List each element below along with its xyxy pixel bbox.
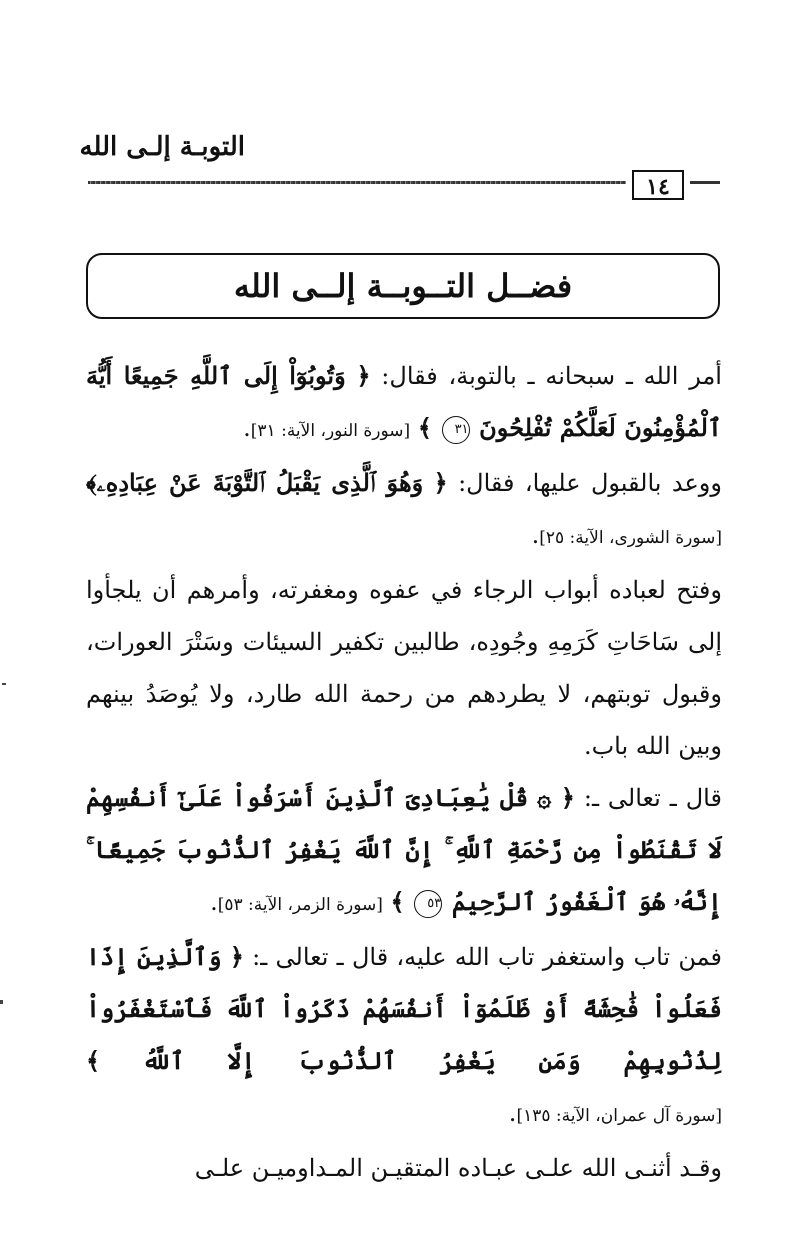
verse-close-bracket: ﴾ xyxy=(86,1046,101,1075)
verse-open-bracket: ﴿ xyxy=(356,361,371,390)
chapter-title: فضــل التــوبــة إلــى الله xyxy=(233,267,573,305)
verse-open-bracket: ﴿ xyxy=(229,942,244,971)
paragraph-promise-acceptance xyxy=(86,457,722,564)
paragraph-intro: فمن تاب واستغفر تاب الله عليه، قال ـ تعالى ـ: xyxy=(252,943,722,971)
verse-open-bracket: ﴿ ۞ xyxy=(537,783,575,812)
verse-close-bracket: ﴾ xyxy=(390,887,405,916)
quran-verse: وَهُوَ ٱلَّذِى يَقْبَلُ ٱلتَّوْبَةَ عَنْ عِبَادِهِۦ xyxy=(96,468,424,497)
verse-reference: [سورة الزمر، الآية: ٥٣] xyxy=(217,895,383,915)
quran-verse: قُلْ يَٰعِبَادِىَ ٱلَّذِينَ أَسْرَفُواْ عَلَىٰٓ أَنفُسِهِمْ لَا تَقْنَطُواْ مِن رَّحْمَةِ ٱللَّهِ ۚ إِنَّ ٱللَّهَ يَغْفِرُ ٱلذُّنُوبَ جَمِيعًا ۚ إِنَّهُۥ هُوَ ٱلْغَفُورُ ٱلرَّحِيمُ xyxy=(86,783,722,916)
ayah-number-marker: ٣١ xyxy=(442,416,470,444)
body-text xyxy=(86,350,722,1194)
paragraph-text: وقـد أثنـى الله علـى عبـاده المتقيـن المـداوميـن علـى xyxy=(194,1154,722,1182)
paragraph-imran-verse xyxy=(86,931,722,1142)
header-rule xyxy=(88,181,626,184)
scan-artifact xyxy=(2,683,6,685)
quran-verse: وَٱلَّذِينَ إِذَا فَعَلُواْ فَٰحِشَةً أَوْ ظَلَمُوٓاْ أَنفُسَهُمْ ذَكَرُواْ ٱللَّهَ فَٱسْتَغْفَرُواْ لِذُنُوبِهِمْ وَمَن يَغْفِرُ ٱلذُّنُوبَ إِلَّا ٱللَّهُ xyxy=(86,942,722,1075)
header-rule-short xyxy=(690,181,720,184)
verse-reference: [سورة النور، الآية: ٣١] xyxy=(250,421,411,441)
verse-open-bracket: ﴿ xyxy=(433,468,448,497)
paragraph-intro: قال ـ تعالى ـ: xyxy=(583,784,722,812)
quran-verse: وَتُوبُوٓاْ إِلَى ٱللَّهِ جَمِيعًا أَيُّهَ ٱلْمُؤْمِنُونَ لَعَلَّكُمْ تُفْلِحُونَ xyxy=(86,361,722,442)
ayah-number-marker: ٥٣ xyxy=(414,890,442,918)
verse-close-bracket: ﴾ xyxy=(417,413,432,442)
paragraph-praise-pious xyxy=(86,1142,722,1194)
sentence-end: . xyxy=(210,888,218,916)
verse-close-bracket: ﴾ xyxy=(86,468,97,497)
scan-artifact xyxy=(0,1000,3,1004)
paragraph-command-repentance xyxy=(86,350,722,457)
paragraph-doors-of-hope xyxy=(86,564,722,772)
chapter-title-box xyxy=(86,253,720,319)
verse-reference: [سورة الشورى، الآية: ٢٥] xyxy=(539,528,722,548)
running-header-title: التوبـة إلـى الله xyxy=(79,132,245,162)
sentence-end: . xyxy=(531,521,540,549)
verse-reference: [سورة آل عمران، الآية: ١٣٥] xyxy=(516,1106,722,1126)
paragraph-text: وفتح لعباده أبواب الرجاء في عفوه ومغفرته، وأمرهم أن يلجأوا إلى سَاحَاتِ كَرَمِهِ وجُودِه، طالبين تكفير السيئات وسَتْرَ العورات، وقبول توبتهم، لا يطردهم من رحمة الله طارد، ولا يُوصَدُ بينهم وبين الله باب. xyxy=(86,576,722,760)
page-number: ١٤ xyxy=(632,170,684,200)
paragraph-intro: ووعد بالقبول عليها، فقال: xyxy=(458,469,722,497)
paragraph-intro: أمر الله ـ سبحانه ـ بالتوبة، فقال: xyxy=(381,362,722,390)
paragraph-zumar-verse xyxy=(86,772,722,931)
sentence-end: . xyxy=(243,414,251,442)
sentence-end: . xyxy=(508,1099,517,1127)
